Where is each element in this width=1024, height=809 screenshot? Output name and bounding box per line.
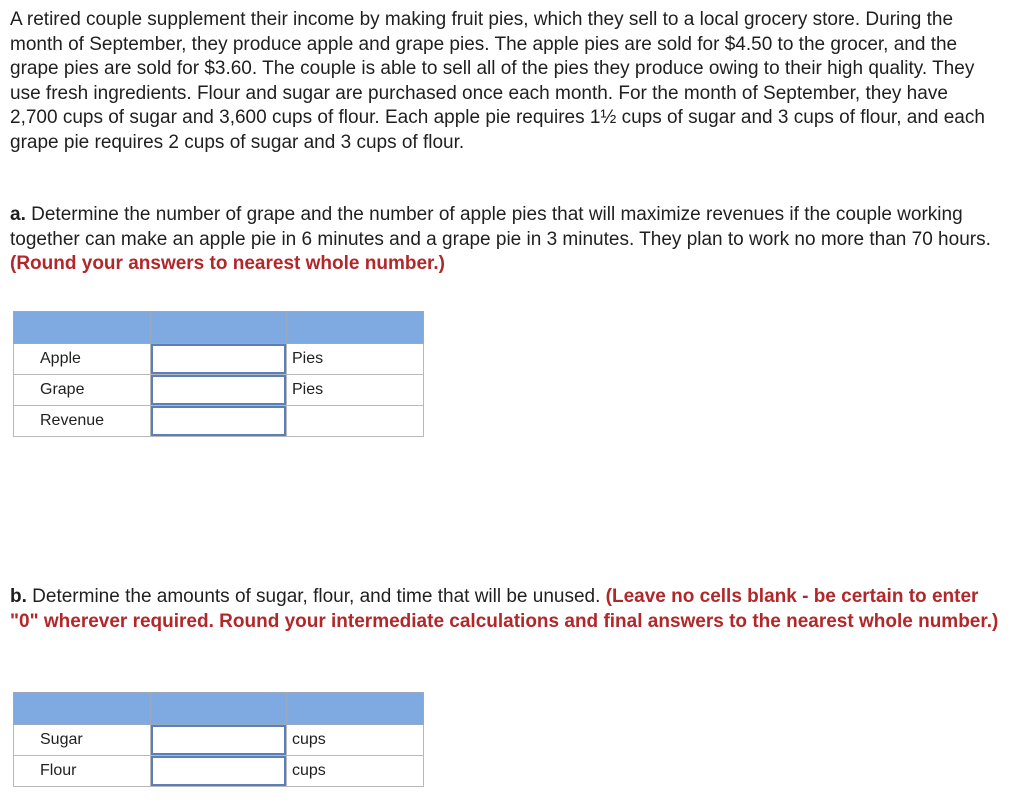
table-row (14, 756, 424, 787)
row-unit: cups (287, 725, 424, 756)
part-a-text: Determine the number of grape and the number of apple pies that will maximize revenues if the couple working together can make an apple pie in 6 minutes and a grape pie in 3 minutes. They plan to work no more than 70 hours. (10, 204, 991, 250)
part-b-question (10, 585, 1000, 634)
unused-flour-input[interactable] (151, 756, 286, 786)
row-label-apple: Apple (14, 344, 151, 375)
part-a-answer-table (13, 311, 424, 437)
row-unit (287, 406, 424, 437)
part-b-text: Determine the amounts of sugar, flour, and time that will be unused. (32, 586, 601, 607)
problem-statement: A retired couple supplement their income by making fruit pies, which they sell to a local grocery store. During the month of September, they produce apple and grape pies. The apple pies are sold for $4.50 to the grocer, and the grape pies are sold for $3.60. The couple is able to sell all of the pies they produce owing to their high quality. They use fresh ingredients. Flour and sugar are purchased once each month. For the month of September, they have 2,700 cups of sugar and 3,600 cups of flour. Each apple pie requires 1½ cups of sugar and 3 cups of flour, and each grape pie requires 2 cups of sugar and 3 cups of flour. (10, 9, 985, 153)
table-row (14, 344, 424, 375)
row-unit: Pies (287, 344, 424, 375)
table-row (14, 406, 424, 437)
table-row (14, 725, 424, 756)
row-label-grape: Grape (14, 375, 151, 406)
row-unit: Pies (287, 375, 424, 406)
part-b-instruction: (Leave no cells blank - be certain to enter "0" wherever required. Round your intermediate calculations and final answers to the nearest whole number.) (10, 586, 999, 632)
unused-sugar-input[interactable] (151, 725, 286, 755)
part-a-label: a. (10, 204, 26, 225)
row-label-flour: Flour (14, 756, 151, 787)
grape-pies-input[interactable] (151, 375, 286, 405)
part-a-question (10, 203, 1000, 277)
revenue-input[interactable] (151, 406, 286, 436)
table-header-row (14, 312, 424, 344)
row-label-sugar: Sugar (14, 725, 151, 756)
part-a-instruction: (Round your answers to nearest whole number.) (10, 253, 445, 274)
apple-pies-input[interactable] (151, 344, 286, 374)
table-row (14, 375, 424, 406)
table-header-row (14, 693, 424, 725)
row-unit: cups (287, 756, 424, 787)
part-b-answer-table (13, 692, 424, 787)
row-label-revenue: Revenue (14, 406, 151, 437)
part-b-label: b. (10, 586, 27, 607)
